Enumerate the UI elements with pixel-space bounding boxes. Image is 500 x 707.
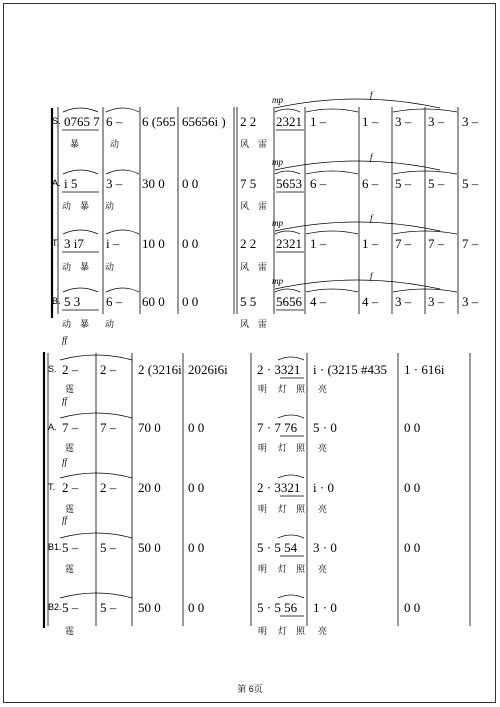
note-group: 0 0 [188,600,205,615]
note-group: 50 0 [138,540,161,555]
note-group: 65656i ) [182,114,226,129]
slur [278,357,304,360]
lyric: 雷 [258,319,268,329]
slur [63,108,98,112]
lyric: 动 [105,262,115,272]
note-group: 5 · 5 54 [257,540,298,555]
lyric: 照 [296,504,306,514]
slur [106,170,139,174]
note-group: 7 · 7 76 [257,420,298,435]
note-group: 1 · 0 [313,600,337,615]
note-group: 1 – [362,236,379,251]
note-group: 5656 [276,294,302,309]
lyric: 暴 [80,319,90,329]
lyric: 亮 [318,443,328,453]
lyric: 雷 [258,201,268,211]
dynamic-ff: ff [62,335,68,345]
lyric: 风 [240,201,250,211]
note-group: 5 – [100,600,117,615]
note-group: 5 5 [240,294,257,309]
note-group: 6 – [106,114,123,129]
note-group: 1 – [362,114,379,129]
note-group: 0 0 [188,420,205,435]
phrase-arc [275,222,440,231]
note-group: 5 – [395,176,412,191]
slur [275,289,300,292]
note-group: 0 0 [404,420,421,435]
lyric: 风 [240,319,250,329]
note-group: 10 0 [142,236,165,251]
staff-label: B. [52,296,61,306]
note-group: 5 – [62,600,79,615]
lyric: 灯 [278,626,288,636]
note-group: 2321 [276,236,302,251]
note-group: 5 – [62,540,79,555]
lyric: 照 [296,626,306,636]
note-group: 5 3 [64,294,81,309]
dynamic-mp: mp [272,157,283,167]
note-group: 5 – [462,176,479,191]
note-group: 5 – [428,176,445,191]
note-group: 5 · 0 [313,420,337,435]
tie [306,109,358,112]
note-group: 3 · 0 [313,540,337,555]
note-group: 2 (3216i [138,362,182,377]
note-group: 7 – [428,236,445,251]
lyric: 亮 [318,504,328,514]
lyric: 动 [105,201,115,211]
slur [63,288,98,292]
note-group: 5653 [276,176,302,191]
staff-label: B2. [48,602,62,612]
note-group: 2026i6i [188,362,228,377]
slur [63,170,98,174]
note-group: 5 – [100,540,117,555]
lyric: 动 [105,319,115,329]
note-group: 4 – [310,294,327,309]
lyric: 灯 [278,504,288,514]
lyric: 霆 [65,504,75,514]
note-group: 6 (565 [142,114,176,129]
dynamic-ff: ff [62,457,68,467]
note-group: 70 0 [138,420,161,435]
slur [275,171,300,174]
note-group: 2 · 3321 [257,362,301,377]
lyric: 霆 [65,626,75,636]
note-group: 3 – [395,114,412,129]
note-group: 7 – [62,420,79,435]
lyric: 明 [258,384,268,394]
dynamic-mp: mp [272,276,283,286]
note-group: 2 – [100,480,117,495]
note-group: 7 – [100,420,117,435]
note-group: 5 · 5 56 [257,600,298,615]
lyric: 明 [258,626,268,636]
slur [278,415,304,418]
note-group: 2 – [62,362,79,377]
note-group: 0 0 [404,600,421,615]
phrase-arc [275,161,440,170]
note-group: 0 0 [404,540,421,555]
lyric: 动 [62,262,72,272]
slur [63,230,98,234]
lyric: 灯 [278,564,288,574]
note-group: 30 0 [142,176,165,191]
dynamic-mp: mp [272,218,283,228]
note-group: 0 0 [188,480,205,495]
note-group: 1 – [310,236,327,251]
note-group: 7 5 [240,176,257,191]
dynamic-f: f [370,271,373,281]
staff-label: B1. [48,542,62,552]
lyric: 亮 [318,626,328,636]
note-group: 50 0 [138,600,161,615]
staff-label: T. [48,482,56,492]
phrase-arc [275,99,440,108]
note-group: 2 – [100,362,117,377]
lyric: 风 [240,139,250,149]
lyric: 明 [258,564,268,574]
note-group: 2 – [62,480,79,495]
lyric: 明 [258,443,268,453]
note-group: 3 – [395,294,412,309]
staff-label: A. [48,422,57,432]
staff-label: A. [52,178,61,188]
slur [106,288,139,292]
note-group: 0 0 [182,294,199,309]
note-group: 3 – [462,294,479,309]
note-group: 3 – [428,114,445,129]
note-group: 0765 7 [64,114,100,129]
note-group: 0 0 [404,480,421,495]
note-group: 3 i7 [64,236,84,251]
note-group: 4 – [362,294,379,309]
note-group: 2 2 [240,114,257,129]
note-group: i 5 [64,176,78,191]
phrase-arc [275,280,440,289]
note-group: 0 0 [182,176,199,191]
note-group: 3 – [462,114,479,129]
staff-label: S. [52,116,61,126]
tie [306,231,358,234]
lyric: 明 [258,504,268,514]
note-group: i · (3215 #435 [313,362,388,377]
dynamic-mp: mp [272,95,283,105]
dynamic-ff: ff [62,515,68,525]
note-group: 60 0 [142,294,165,309]
lyric: 霆 [65,443,75,453]
note-group: 20 0 [138,480,161,495]
slur [106,108,139,112]
dynamic-f: f [370,90,373,100]
note-group: 0 0 [188,540,205,555]
lyric: 暴 [80,201,90,211]
lyric: 暴 [70,139,80,149]
note-group: 7 – [462,236,479,251]
page-number: 第 6页 [237,684,263,694]
note-group: 7 – [395,236,412,251]
lyric: 动 [62,201,72,211]
dynamic-ff: ff [62,396,68,406]
note-group: 3 – [106,176,123,191]
slur [278,595,304,598]
slur [278,475,304,478]
lyric: 霆 [65,384,75,394]
lyric: 动 [110,139,120,149]
note-group: 1 – [310,114,327,129]
note-group: 0 0 [182,236,199,251]
note-group: 6 – [106,294,123,309]
tie [306,171,358,174]
note-group: 3 – [428,294,445,309]
lyric: 照 [296,564,306,574]
lyric: 雷 [258,262,268,272]
slur [106,230,139,234]
slur [278,535,304,538]
lyric: 霆 [65,564,75,574]
lyric: 雷 [258,139,268,149]
lyric: 风 [240,262,250,272]
slur [275,231,300,234]
note-group: i – [106,236,120,251]
lyric: 照 [296,384,306,394]
note-group: 6 – [310,176,327,191]
dynamic-f: f [370,152,373,162]
note-group: 1 · 616i [404,362,445,377]
staff-label: T. [52,238,60,248]
note-group: i · 0 [313,480,334,495]
lyric: 动 [62,319,72,329]
lyric: 灯 [278,384,288,394]
note-group: 2321 [276,114,302,129]
note-group: 6 – [362,176,379,191]
lyric: 亮 [318,384,328,394]
lyric: 亮 [318,564,328,574]
tie [306,289,358,292]
dynamic-f: f [370,213,373,223]
lyric: 灯 [278,443,288,453]
staff-label: S. [48,364,57,374]
lyric: 照 [296,443,306,453]
slur [275,109,300,112]
lyric: 暴 [80,262,90,272]
note-group: 2 2 [240,236,257,251]
note-group: 2 · 3321 [257,480,301,495]
